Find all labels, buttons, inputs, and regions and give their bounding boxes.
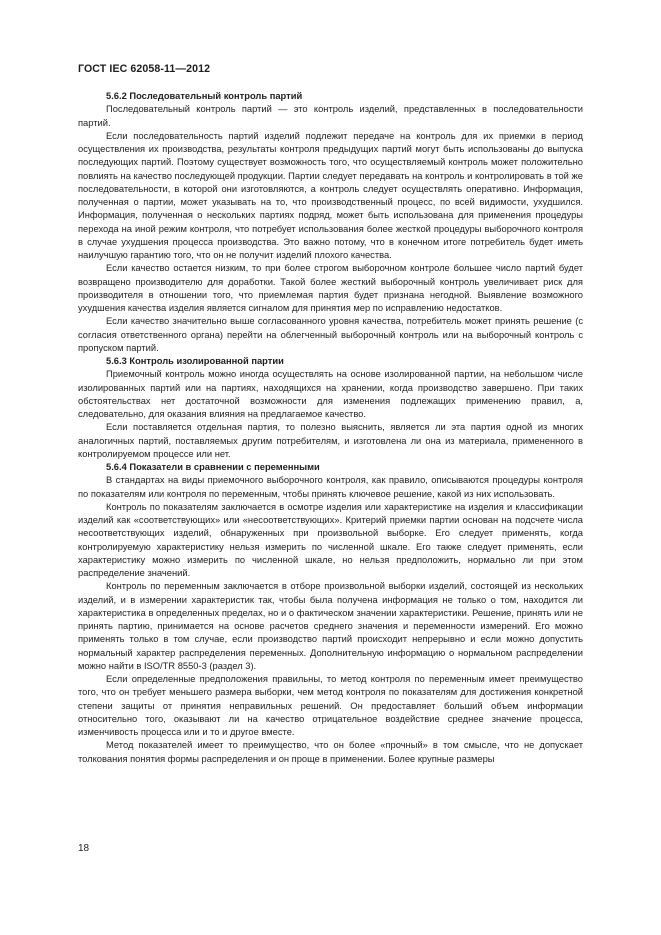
paragraph: Если качество остается низким, то при более строгом выборочном контроле большее число партий будет возвращено производителю для доработки. Такой более жесткий выборочный контроль увеличивает риск для производителя в отношении того, что приемлемая партия будет признана негодной. Выявление возможного ухудшения качества изделия является сигналом для принятия мер по исправлению недостатков. [78,263,583,313]
page-number: 18 [78,843,90,854]
paragraph: Если качество значительно выше согласованного уровня качества, потребитель может принять решение (с согласия ответственного органа) перейти на облегченный выборочный контроль или на выборочный контроль с пропуском партий. [78,316,583,353]
document-body [78,90,583,766]
paragraph: В стандартах на виды приемочного выборочного контроля, как правило, описываются процедуры контроля по показателям или контроля по переменным, чтобы принять ключевое решение, какой из них использовать. [78,475,583,499]
section-heading: 5.6.3 Контроль изолированной партии [106,356,284,366]
paragraph: Если последовательность партий изделий подлежит передаче на контроль для их приемки в период осуществления их производства, результаты контроля предыдущих партий могут быть использованы до выпуска последующих партий. Поэтому существует возможность того, что осуществляемый контроль может положительно повлиять на качество последующей продукции. Партии следует передавать на контроль и контролировать в той же последовательности, в которой они изготовляются, а контроль следует осуществлять оперативно. Информация, полученная о партии, может указывать на то, что производственный процесс, по всей видимости, ухудшился. Информация, полученная о нескольких партиях подряд, может быть использована для применения процедуры перехода на иной режим контроля, что потребует использования более жесткой процедуры выборочного контроля в случае ухудшения процесса производства. Это важно потому, что в конечном итоге потребитель будет иметь наилучшую гарантию того, что он не получит изделий плохого качества. [78,130,583,260]
paragraph: Метод показателей имеет то преимущество, что он более «прочный» в том смысле, что не допускает толкования понятия формы распределения и он проще в применении. Более крупные размеры [78,740,583,764]
paragraph: Контроль по переменным заключается в отборе произвольной выборки изделий, состоящей из нескольких изделий, и в измерении характеристик так, чтобы была получена информация не только о том, находится ли характеристика в определенных пределах, но и о фактическом значении характеристики. Решение, принять или не принять партию, принимается на основе расчетов среднего значения и переменности измерений. Его можно применять только в том случае, если производство партий происходит непрерывно и если можно допустить нормальный характер распределения переменных. Дополнительную информацию о нормальном распределении можно найти в ISO/TR 8550-3 (раздел 3). [78,581,583,671]
paragraph: Контроль по показателям заключается в осмотре изделия или характеристике на изделия и классификации изделий как «соответствующих» или «несоответствующих». Критерий приемки партии основан на подсчете числа несоответствующих изделий, обнаруженных при произвольной выборке. Его следует применять, когда контролируемую характеристику нельзя измерить по численной шкале. Его также следует применять, если характеристику можно измерить по численной шкале, но нельзя предположить, нормально ли при этом распределение значений. [78,501,583,578]
paragraph: Если поставляется отдельная партия, то полезно выяснить, является ли эта партия одной из многих аналогичных партий, поставляемых другим потребителям, и изготовлена ли она из материала, примененного в контролируемом процессе или нет. [78,422,583,459]
paragraph: Приемочный контроль можно иногда осуществлять на основе изолированной партии, на небольшом числе изолированных партий или на партиях, находящихся на хранении, когда производство завершено. При таких обстоятельствах нет достаточной возможности для изменения подлежащих применению правил, а, следовательно, для оказания влияния на предлагаемое качество. [78,369,583,419]
section-heading: 5.6.4 Показатели в сравнении с переменными [106,462,320,472]
paragraph: Последовательный контроль партий — это контроль изделий, представленных в последовательности партий. [78,104,583,128]
standard-header: ГОСТ IEC 62058-11—2012 [78,63,211,75]
paragraph: Если определенные предположения правильны, то метод контроля по переменным имеет преимущество того, что он требует меньшего размера выборки, чем метод контроля по показателям для достижения конкретной степени защиты от принятия неправильных решений. Он предоставляет больший объем информации относительно того, оказывают ли на качество отрицательное воздействие среднее значение процесса, изменчивость процесса или и то и другое вместе. [78,674,583,737]
section-heading: 5.6.2 Последовательный контроль партий [106,91,303,101]
